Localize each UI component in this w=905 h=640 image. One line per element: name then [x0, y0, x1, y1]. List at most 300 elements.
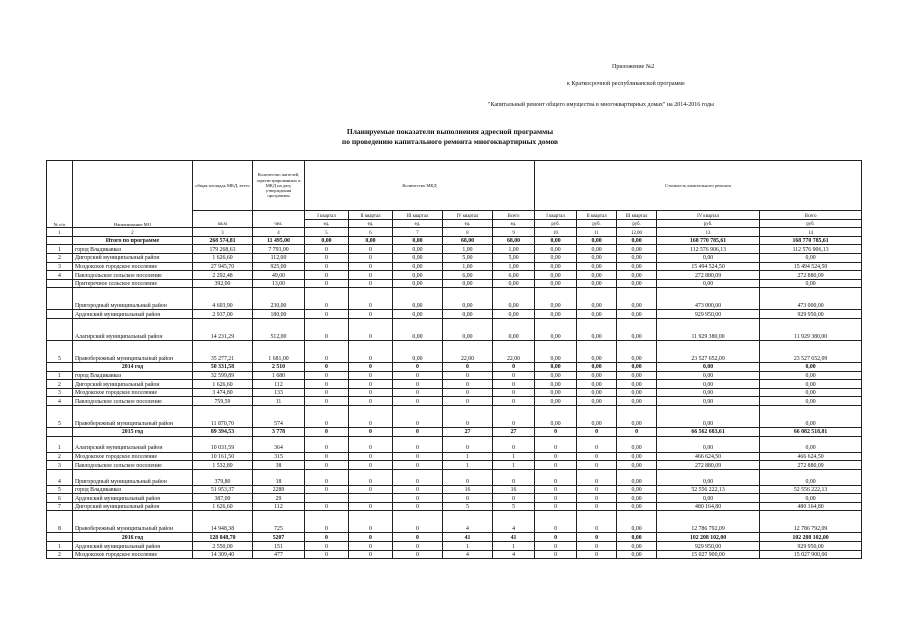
value-cell: 0,00	[760, 380, 862, 389]
column-number-cell: 9	[493, 228, 535, 237]
column-number-cell: 8	[443, 228, 493, 237]
value-cell: 0,00	[760, 388, 862, 397]
value-cell: 0	[349, 436, 393, 452]
value-cell: 0	[349, 542, 393, 551]
value-cell: 2 292,48	[193, 271, 253, 280]
value-cell: 0,00	[617, 340, 657, 362]
value-cell: 0,00	[760, 469, 862, 485]
value-cell: 128 848,70	[193, 533, 253, 542]
value-cell: 0	[443, 436, 493, 452]
value-cell: 473 000,00	[657, 288, 760, 310]
value-cell: 0,00	[617, 542, 657, 551]
value-cell: 0,00	[535, 362, 577, 371]
value-cell: 0,00	[443, 318, 493, 340]
value-cell: 0,00	[443, 279, 493, 288]
value-cell: 0,00	[577, 388, 617, 397]
row-number-cell	[47, 362, 73, 371]
value-cell: 0	[393, 542, 443, 551]
value-cell: 1,00	[493, 245, 535, 254]
table-row	[47, 288, 862, 310]
value-cell: 0,00	[657, 279, 760, 288]
value-cell: 22,00	[493, 340, 535, 362]
value-cell: 0,00	[577, 371, 617, 380]
header-count-q2: II квартал	[349, 211, 393, 220]
column-number-cell: 10	[535, 228, 577, 237]
row-number-cell	[47, 318, 73, 340]
value-cell: 0,00	[535, 318, 577, 340]
value-cell: 11 870,70	[193, 405, 253, 427]
value-cell: 0,00	[657, 494, 760, 503]
municipality-name-cell: город Владикавказ	[73, 245, 193, 254]
value-cell: 35 277,21	[193, 340, 253, 362]
value-cell: 89 394,53	[193, 427, 253, 436]
value-cell: 0	[305, 380, 349, 389]
value-cell: 12 786 792,09	[760, 511, 862, 533]
value-cell: 0	[493, 380, 535, 389]
value-cell: 0,00	[617, 511, 657, 533]
value-cell: 0,00	[617, 502, 657, 511]
value-cell: 27	[493, 427, 535, 436]
value-cell: 0,00	[577, 253, 617, 262]
value-cell: 268 574,81	[193, 236, 253, 245]
unit-cost-total: руб.	[760, 219, 862, 228]
municipality-name-cell: Ардонский муниципальный район	[73, 542, 193, 551]
value-cell: 0,00	[393, 279, 443, 288]
value-cell: 466 624,50	[760, 452, 862, 461]
value-cell: 112	[253, 380, 305, 389]
municipality-name-cell: Павлодольское сельское поселение	[73, 397, 193, 406]
value-cell: 0	[349, 533, 393, 542]
value-cell: 272 880,09	[657, 271, 760, 280]
value-cell: 0	[493, 388, 535, 397]
value-cell: 1 680	[253, 371, 305, 380]
value-cell: 0	[305, 502, 349, 511]
value-cell: 50 331,58	[193, 362, 253, 371]
value-cell: 0	[349, 288, 393, 310]
value-cell: 0	[535, 469, 577, 485]
value-cell: 0,00	[577, 318, 617, 340]
value-cell: 0	[349, 371, 393, 380]
value-cell: 27	[443, 427, 493, 436]
value-cell	[349, 494, 393, 503]
appendix-line-2: к Краткосрочной республиканской программе	[567, 81, 685, 87]
header-unit-area: кв.м	[193, 211, 253, 228]
column-number-cell: 7	[393, 228, 443, 237]
value-cell: 0,00	[535, 388, 577, 397]
value-cell: 0	[443, 469, 493, 485]
value-cell: 0,00	[577, 245, 617, 254]
value-cell: 0,00	[617, 271, 657, 280]
row-number-cell: 1	[47, 245, 73, 254]
value-cell: 0	[577, 533, 617, 542]
value-cell: 0,00	[617, 485, 657, 494]
value-cell: 10 161,50	[193, 452, 253, 461]
table-row	[47, 511, 862, 533]
table-row	[47, 502, 862, 511]
value-cell: 0	[535, 502, 577, 511]
header-cost-q4: IV квартал	[657, 211, 760, 220]
value-cell: 5207	[253, 533, 305, 542]
municipality-name-cell: Алагирский муниципальный район	[73, 436, 193, 452]
header-cost-q1: I квартал	[535, 211, 577, 220]
value-cell: 0	[577, 542, 617, 551]
value-cell: 0	[443, 371, 493, 380]
table-row	[47, 388, 862, 397]
value-cell: 0	[535, 461, 577, 470]
value-cell: 0	[305, 397, 349, 406]
row-number-cell: 5	[47, 485, 73, 494]
column-number-cell: 1	[47, 228, 73, 237]
value-cell: 0,00	[443, 310, 493, 319]
value-cell: 0	[393, 397, 443, 406]
row-number-cell: 5	[47, 340, 73, 362]
table-row	[47, 405, 862, 427]
table-row	[47, 362, 862, 371]
row-number-cell	[47, 427, 73, 436]
value-cell: 0	[393, 371, 443, 380]
appendix-line-3: "Капитальный ремонт общего имущества в многоквартирных домах" на 2014-2016 годы	[488, 102, 714, 108]
value-cell: 0,00	[617, 533, 657, 542]
value-cell: 0,00	[577, 310, 617, 319]
table-row	[47, 253, 862, 262]
value-cell: 0,00	[657, 405, 760, 427]
program-indicators-table	[46, 160, 862, 559]
value-cell: 0	[393, 461, 443, 470]
value-cell: 0,00	[535, 288, 577, 310]
value-cell: 0,00	[535, 380, 577, 389]
value-cell: 133	[253, 388, 305, 397]
value-cell: 23 527 652,09	[657, 340, 760, 362]
header-unit-people: чел.	[253, 211, 305, 228]
value-cell: 66 082 518,81	[760, 427, 862, 436]
value-cell: 102 208 102,00	[657, 533, 760, 542]
value-cell: 0,00	[577, 288, 617, 310]
value-cell: 1 626,60	[193, 253, 253, 262]
table-row	[47, 279, 862, 288]
table-row	[47, 542, 862, 551]
value-cell: 1 681,00	[253, 340, 305, 362]
value-cell: 15 027 900,00	[760, 550, 862, 559]
municipality-name-cell: город Владикавказ	[73, 371, 193, 380]
value-cell: 0	[349, 271, 393, 280]
value-cell: 112	[253, 502, 305, 511]
column-number-cell: 5	[305, 228, 349, 237]
value-cell: 0,00	[535, 271, 577, 280]
value-cell: 0	[393, 452, 443, 461]
column-number-cell: 2	[73, 228, 193, 237]
value-cell: 0	[305, 388, 349, 397]
value-cell: 0,00	[443, 288, 493, 310]
row-number-cell: 6	[47, 494, 73, 503]
value-cell: 0	[535, 427, 577, 436]
value-cell: 0,00	[349, 236, 393, 245]
value-cell: 0	[393, 511, 443, 533]
value-cell: 0	[349, 318, 393, 340]
municipality-name-cell: Пригородный муниципальный район	[73, 288, 193, 310]
row-number-cell: 2	[47, 380, 73, 389]
value-cell: 0	[305, 485, 349, 494]
header-group-count: Количество МКД	[305, 161, 535, 211]
value-cell: 6,00	[443, 271, 493, 280]
header-cost-total: Всего	[760, 211, 862, 220]
value-cell: 0	[305, 253, 349, 262]
value-cell: 0	[393, 533, 443, 542]
header-count-total: Всего	[493, 211, 535, 220]
value-cell: 0	[349, 340, 393, 362]
value-cell: 0	[393, 362, 443, 371]
value-cell: 0	[393, 436, 443, 452]
row-number-cell: 1	[47, 371, 73, 380]
value-cell: 0	[349, 469, 393, 485]
row-number-cell: 2	[47, 452, 73, 461]
value-cell: 151	[253, 542, 305, 551]
row-number-cell	[47, 288, 73, 310]
value-cell: 102 208 102,00	[760, 533, 862, 542]
value-cell: 41	[493, 533, 535, 542]
value-cell: 0	[305, 310, 349, 319]
row-number-cell	[47, 236, 73, 245]
value-cell: 1	[443, 542, 493, 551]
value-cell: 0,00	[760, 253, 862, 262]
value-cell: 4	[493, 550, 535, 559]
header-col-residents: Количество жителей, зарегистрированных в МКД на дату утверждения программы	[253, 161, 305, 211]
value-cell: 0,00	[617, 469, 657, 485]
column-numbers-row	[47, 228, 862, 237]
row-number-cell	[47, 310, 73, 319]
value-cell: 0	[577, 494, 617, 503]
value-cell: 27 945,70	[193, 262, 253, 271]
value-cell: 0	[577, 469, 617, 485]
value-cell: 15 027 900,00	[657, 550, 760, 559]
value-cell: 41	[443, 533, 493, 542]
value-cell: 0,00	[617, 371, 657, 380]
value-cell: 0,00	[760, 494, 862, 503]
value-cell: 929 950,00	[760, 310, 862, 319]
value-cell: 0,00	[617, 461, 657, 470]
value-cell: 15 494 524,50	[657, 262, 760, 271]
value-cell: 6,00	[493, 271, 535, 280]
row-number-cell: 4	[47, 271, 73, 280]
value-cell: 5	[493, 502, 535, 511]
table-row	[47, 436, 862, 452]
value-cell: 0	[577, 452, 617, 461]
row-number-cell: 3	[47, 461, 73, 470]
value-cell: 0	[535, 550, 577, 559]
value-cell: 0	[393, 502, 443, 511]
value-cell: 0	[305, 271, 349, 280]
municipality-name-cell: Правобережный муниципальный район	[73, 405, 193, 427]
value-cell	[305, 494, 349, 503]
table-row	[47, 371, 862, 380]
value-cell: 0	[305, 452, 349, 461]
header-col-name: Наименование МО	[73, 161, 193, 228]
value-cell: 0,00	[617, 253, 657, 262]
municipality-name-cell: Моздокское городское поселение	[73, 550, 193, 559]
value-cell: 2 550,00	[193, 542, 253, 551]
value-cell: 0	[535, 485, 577, 494]
value-cell: 16	[443, 485, 493, 494]
value-cell: 0	[577, 502, 617, 511]
value-cell: 0,00	[535, 245, 577, 254]
value-cell: 0	[305, 550, 349, 559]
value-cell: 1	[493, 452, 535, 461]
column-number-cell: 13	[657, 228, 760, 237]
value-cell: 168 770 785,61	[760, 236, 862, 245]
value-cell: 473 000,00	[760, 288, 862, 310]
value-cell: 0,00	[657, 362, 760, 371]
unit-count-q4: ед.	[443, 219, 493, 228]
value-cell: 0,00	[393, 288, 443, 310]
table-row	[47, 236, 862, 245]
municipality-name-cell: 2016 год	[73, 533, 193, 542]
municipality-name-cell: Ардонский муниципальный район	[73, 494, 193, 503]
value-cell: 38	[253, 461, 305, 470]
table-row	[47, 452, 862, 461]
value-cell: 0	[305, 318, 349, 340]
value-cell: 0,00	[617, 380, 657, 389]
value-cell: 480 164,80	[760, 502, 862, 511]
value-cell: 392,00	[193, 279, 253, 288]
value-cell: 0,00	[657, 436, 760, 452]
value-cell: 68,00	[493, 236, 535, 245]
column-number-cell: 6	[349, 228, 393, 237]
row-number-cell: 1	[47, 436, 73, 452]
value-cell: 0,00	[577, 262, 617, 271]
municipality-name-cell: Моздокское городское поселение	[73, 262, 193, 271]
value-cell: 0	[305, 262, 349, 271]
unit-cost-q4: руб.	[657, 219, 760, 228]
value-cell: 0,00	[617, 405, 657, 427]
value-cell: 0	[349, 245, 393, 254]
value-cell: 0,00	[657, 253, 760, 262]
value-cell: 11	[253, 397, 305, 406]
value-cell: 0	[349, 397, 393, 406]
header-group-cost: Стоимость капитального ремонта	[535, 161, 862, 211]
row-number-cell: 3	[47, 388, 73, 397]
value-cell: 0,00	[535, 405, 577, 427]
unit-count-total: ед.	[493, 219, 535, 228]
value-cell: 2289	[253, 485, 305, 494]
value-cell: 315	[253, 452, 305, 461]
row-number-cell	[47, 279, 73, 288]
value-cell: 0,00	[393, 262, 443, 271]
value-cell: 0	[577, 485, 617, 494]
value-cell: 0	[493, 436, 535, 452]
value-cell: 0	[443, 380, 493, 389]
value-cell: 51 953,37	[193, 485, 253, 494]
value-cell: 0	[535, 511, 577, 533]
value-cell: 0	[393, 380, 443, 389]
row-number-cell: 2	[47, 550, 73, 559]
value-cell: 0,00	[493, 279, 535, 288]
value-cell: 0,00	[393, 236, 443, 245]
table-row	[47, 380, 862, 389]
value-cell: 66 562 683,61	[657, 427, 760, 436]
value-cell: 0	[305, 427, 349, 436]
value-cell: 0	[305, 288, 349, 310]
value-cell: 0	[535, 452, 577, 461]
value-cell: 0,00	[393, 310, 443, 319]
value-cell: 0,00	[760, 362, 862, 371]
value-cell: 5	[443, 502, 493, 511]
value-cell: 0	[535, 494, 577, 503]
column-number-cell: 14	[760, 228, 862, 237]
value-cell: 0,00	[577, 397, 617, 406]
value-cell: 52 556 222,13	[657, 485, 760, 494]
value-cell: 0,00	[577, 405, 617, 427]
value-cell: 0,00	[577, 380, 617, 389]
value-cell: 0	[349, 550, 393, 559]
value-cell: 0	[305, 362, 349, 371]
value-cell: 0,00	[493, 318, 535, 340]
value-cell: 0,00	[617, 245, 657, 254]
value-cell: 0	[493, 494, 535, 503]
value-cell: 0	[305, 469, 349, 485]
value-cell: 929 950,00	[657, 310, 760, 319]
value-cell: 0	[349, 279, 393, 288]
value-cell: 68,00	[443, 236, 493, 245]
value-cell: 1 626,60	[193, 380, 253, 389]
value-cell: 0,00	[617, 279, 657, 288]
value-cell: 0	[493, 362, 535, 371]
value-cell: 0,00	[577, 279, 617, 288]
value-cell: 12 786 792,09	[657, 511, 760, 533]
municipality-name-cell: Итого по программе	[73, 236, 193, 245]
table-row	[47, 271, 862, 280]
value-cell: 1,00	[443, 262, 493, 271]
value-cell: 0	[577, 461, 617, 470]
municipality-name-cell: Алагирский муниципальный район	[73, 318, 193, 340]
value-cell: 23 527 652,09	[760, 340, 862, 362]
value-cell: 4 603,90	[193, 288, 253, 310]
value-cell: 725	[253, 511, 305, 533]
municipality-name-cell: Дигорский муниципальный район	[73, 380, 193, 389]
value-cell: 1 532,89	[193, 461, 253, 470]
value-cell: 0,00	[617, 310, 657, 319]
row-number-cell: 3	[47, 262, 73, 271]
value-cell: 0	[349, 427, 393, 436]
value-cell: 0,00	[535, 236, 577, 245]
value-cell: 477	[253, 550, 305, 559]
value-cell: 0	[305, 533, 349, 542]
value-cell: 14 309,40	[193, 550, 253, 559]
value-cell: 0	[393, 427, 443, 436]
header-col-area: общая площадь МКД, всего	[193, 161, 253, 211]
column-number-cell: 11	[577, 228, 617, 237]
value-cell: 0	[349, 380, 393, 389]
value-cell: 0,00	[393, 318, 443, 340]
unit-cost-q2: руб.	[577, 219, 617, 228]
value-cell: 0,00	[393, 271, 443, 280]
value-cell: 0,00	[535, 340, 577, 362]
table-row	[47, 427, 862, 436]
value-cell: 0,00	[657, 380, 760, 389]
column-number-cell: 3	[193, 228, 253, 237]
value-cell: 0,00	[577, 236, 617, 245]
value-cell: 179 268,63	[193, 245, 253, 254]
row-number-cell: 7	[47, 502, 73, 511]
value-cell: 4	[493, 511, 535, 533]
value-cell: 1	[493, 542, 535, 551]
value-cell: 0,00	[760, 405, 862, 427]
value-cell: 0,00	[657, 397, 760, 406]
value-cell: 0,00	[535, 310, 577, 319]
value-cell: 0	[443, 494, 493, 503]
value-cell: 0	[305, 371, 349, 380]
municipality-name-cell: Павлодольское сельское поселение	[73, 271, 193, 280]
value-cell: 230,00	[253, 288, 305, 310]
value-cell: 2 937,00	[193, 310, 253, 319]
